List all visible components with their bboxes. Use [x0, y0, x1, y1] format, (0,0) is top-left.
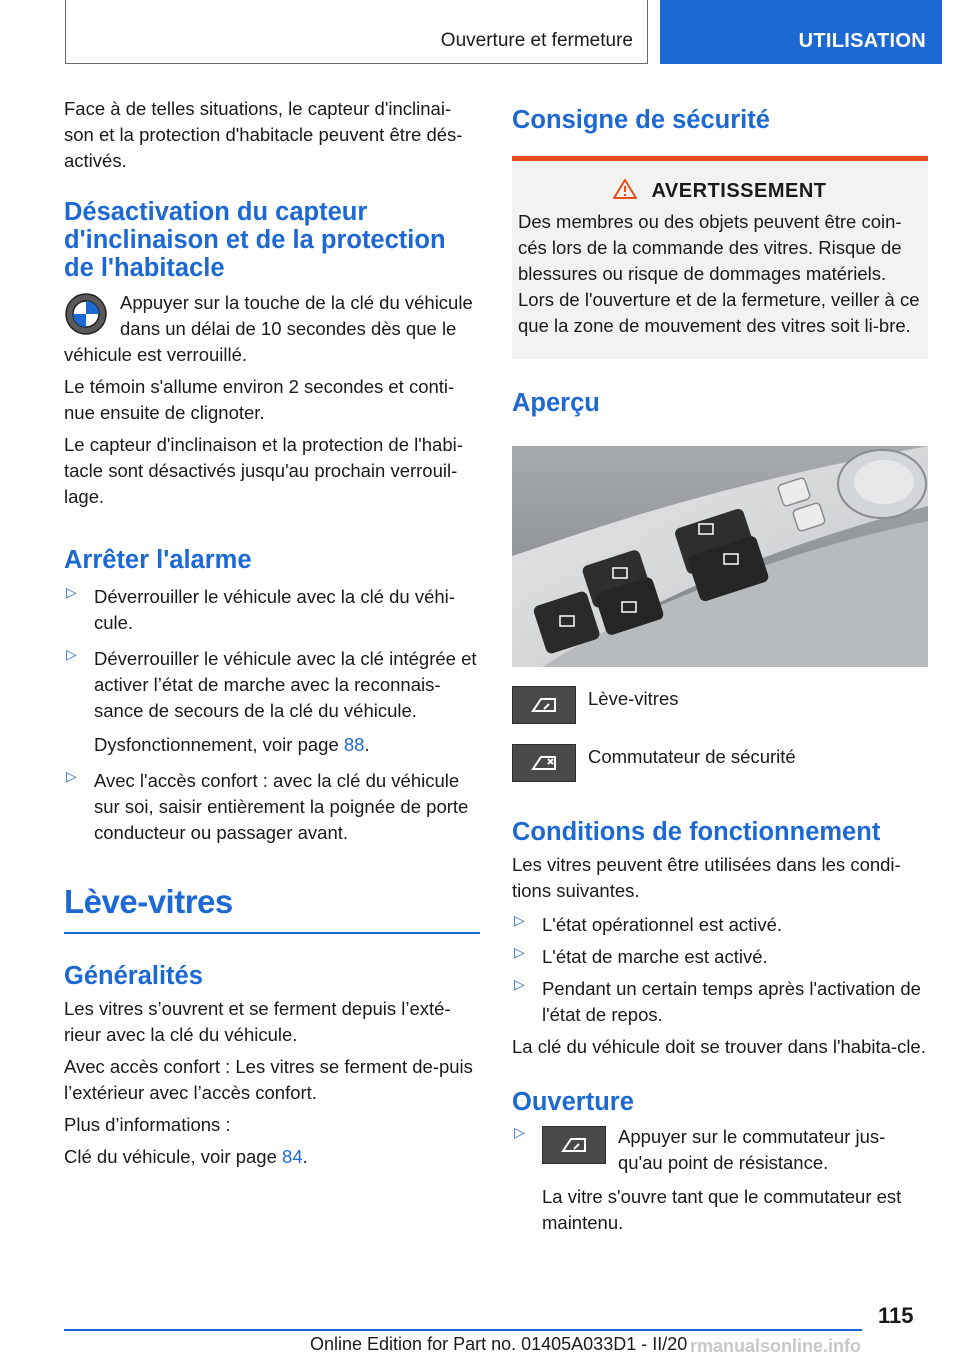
- key-presence-text: La clé du véhicule doit se trouver dans l'habita-cle.: [512, 1036, 926, 1057]
- window-lift-switch-icon: [542, 1126, 606, 1164]
- header-section-box: [65, 0, 648, 64]
- window-lift-heading: Lève-vitres: [64, 883, 233, 920]
- safety-heading: Consigne de sécurité: [512, 106, 770, 134]
- window-switch-photo: [512, 446, 928, 667]
- warning-triangle-icon: [613, 179, 637, 199]
- left-column: [64, 96, 480, 1170]
- list-item: ▷ L'état opérationnel est activé.: [514, 912, 783, 935]
- triangle-bullet-icon: ▷: [66, 646, 77, 662]
- alarm-heading: Arrêter l'alarme: [64, 546, 252, 574]
- deactivation-block: [64, 290, 480, 368]
- general-text-1: Les vitres s’ouvrent et se ferment depuis l’exté-rieur avec la clé du véhicule.: [64, 998, 451, 1045]
- key-ref: Clé du véhicule, voir page 84.: [64, 1146, 308, 1167]
- warning-title-row: AVERTISSEMENT: [518, 179, 922, 203]
- more-info-text: Plus d’informations :: [64, 1114, 231, 1135]
- conditions-heading: Conditions de fonctionnement: [512, 818, 881, 846]
- safety-switch-icon: [512, 744, 576, 782]
- triangle-bullet-icon: ▷: [514, 976, 525, 992]
- opening-heading: Ouverture: [512, 1088, 634, 1116]
- header-chapter-title: UTILISATION: [798, 30, 926, 52]
- deactivation-heading: Désactivation du capteur d'inclinaison et de la protection de l'habitacle: [64, 198, 446, 282]
- triangle-bullet-icon: ▷: [66, 584, 77, 600]
- list-item: ▷ Avec l'accès confort : avec la clé du véhicule sur soi, saisir entièrement la poignée de porte conducteur ou passager avant.: [66, 768, 469, 843]
- general-heading: Généralités: [64, 962, 203, 990]
- intro-text: Face à de telles situations, le capteur d'inclinai-son et la protection d'habitacle peuvent être dés-activés.: [64, 98, 463, 171]
- page-link-88[interactable]: 88: [343, 734, 365, 755]
- header-section-title: Ouverture et fermeture: [440, 30, 633, 51]
- triangle-bullet-icon: ▷: [514, 1124, 525, 1140]
- list-item: ▷ Déverrouiller le véhicule avec la clé du véhi-cule.: [66, 584, 455, 633]
- header-chapter-tab[interactable]: [660, 0, 942, 64]
- list-item: ▷ L'état de marche est activé.: [514, 944, 768, 967]
- page-number: 115: [878, 1303, 914, 1328]
- footer-edition: Online Edition for Part no. 01405A033D1 - II/20: [310, 1334, 688, 1354]
- overview-heading: Aperçu: [512, 389, 600, 417]
- indicator-text: Le témoin s'allume environ 2 secondes et conti-nue ensuite de clignoter.: [64, 376, 455, 423]
- footer-rule: [64, 1329, 862, 1331]
- list-item: ▷ Pendant un certain temps après l'activation de l'état de repos.: [514, 976, 921, 1025]
- legend-row-safety-switch: [512, 744, 928, 788]
- sensor-text: Le capteur d'inclinaison et la protection de l'habi-tacle sont désactivés jusqu'au prochain verrouil-lage.: [64, 434, 463, 507]
- warning-box: [512, 156, 928, 359]
- opening-note: La vitre s'ouvre tant que le commutateur est maintenu.: [542, 1186, 902, 1233]
- triangle-bullet-icon: ▷: [514, 944, 525, 960]
- opening-step: ▷ Appuyer sur le commutateur jus-qu'au point de résistance. La vitre s'ouvre tant que le commutateur est maintenu.: [512, 1124, 928, 1236]
- general-text-2: Avec accès confort : Les vitres se ferment de-puis l’extérieur avec l’accès confort.: [64, 1056, 473, 1103]
- conditions-text: Les vitres peuvent être utilisées dans les condi-tions suivantes.: [512, 854, 901, 901]
- deactivation-text: Appuyer sur la touche de la clé du véhicule dans un délai de 10 secondes dès que le véhicule est verrouillé.: [64, 292, 473, 365]
- page-link-84[interactable]: 84: [282, 1146, 303, 1167]
- list-item: ▷ Déverrouiller le véhicule avec la clé intégrée et activer l’état de marche avec la reconnais-sance de secours de la clé du véhicule. Dysfonctionnement, voir page 88.: [64, 646, 480, 758]
- window-lift-switch-icon: [512, 686, 576, 724]
- triangle-bullet-icon: ▷: [514, 912, 525, 928]
- right-column-lower: [512, 686, 928, 1236]
- warning-text: Des membres ou des objets peuvent être coin-cés lors de la commande des vitres. Risque de blessures ou risque de dommages matériels. Lors de l'ouverture et de la fermeture, veiller à ce que la zone de mouvement des vitres soit li-bre.: [518, 211, 920, 336]
- malfunction-ref: Dysfonctionnement, voir page 88.: [94, 734, 370, 755]
- right-column: [512, 96, 928, 417]
- alarm-list: [64, 584, 480, 846]
- legend-window-lift: Lève-vitres: [588, 688, 679, 709]
- conditions-list: [512, 912, 928, 1028]
- watermark: rmanualsonline.info: [690, 1336, 862, 1356]
- legend-safety-switch: Commutateur de sécurité: [588, 746, 796, 767]
- bmw-key-icon: [64, 292, 108, 336]
- legend-row-window-lift: [512, 686, 928, 730]
- heading-rule: [64, 932, 480, 934]
- triangle-bullet-icon: ▷: [66, 768, 77, 784]
